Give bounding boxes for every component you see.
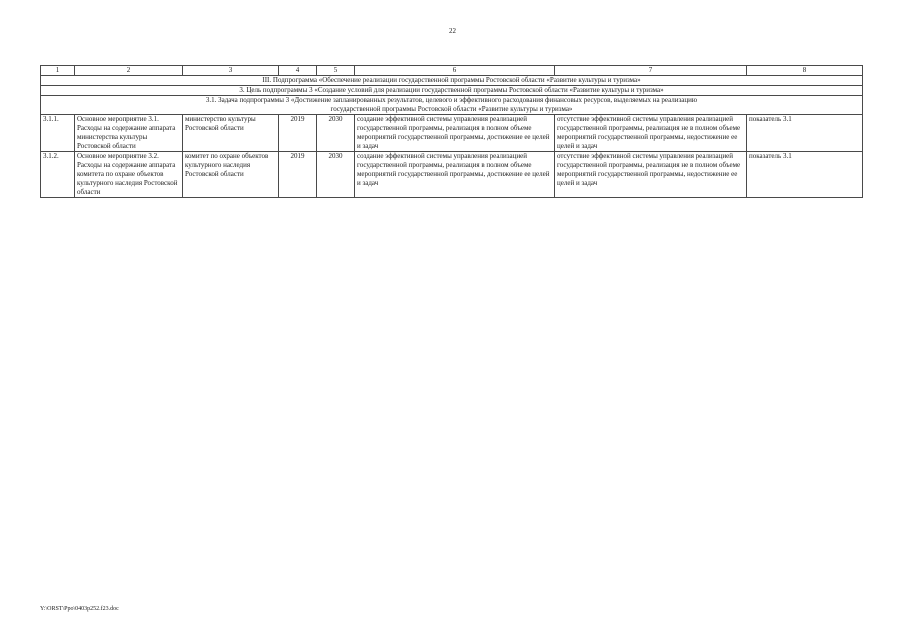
column-header: 5 — [317, 66, 355, 76]
column-header: 7 — [555, 66, 747, 76]
activity-name: Основное мероприятие 3.2. Расходы на содержание аппарата комитета по охране объектов культурного наследия Ростовской области — [75, 152, 183, 198]
goal-title: 3. Цель подпрограммы 3 «Создание условий для реализации государственной программы Ростовской области «Развитие культуры и туризма» — [41, 86, 863, 96]
column-number-row — [41, 66, 863, 76]
task-row — [41, 96, 863, 115]
indicator: показатель 3.1 — [747, 152, 863, 198]
indicator: показатель 3.1 — [747, 115, 863, 152]
consequence: отсутствие эффективной системы управления реализацией государственной программы, реализация не в полном объеме мероприятий государственной программы, недостижение ее целей и задач — [555, 152, 747, 198]
end-year: 2030 — [317, 152, 355, 198]
row-number: 3.1.1. — [41, 115, 75, 152]
goal-row — [41, 86, 863, 96]
footer-file-path: Y:\ORST\Ppo\0403p252.f23.doc — [40, 606, 119, 612]
column-header: 8 — [747, 66, 863, 76]
expected-result: создание эффективной системы управления реализацией государственной программы, реализация в полном объеме мероприятий государственной программы, достижение ее целей и задач — [355, 115, 555, 152]
subprogram-title: III. Подпрограмма «Обеспечение реализации государственной программы Ростовской области «Развитие культуры и туризма» — [41, 76, 863, 86]
column-header: 6 — [355, 66, 555, 76]
activity-name: Основное мероприятие 3.1. Расходы на содержание аппарата министерства культуры Ростовской области — [75, 115, 183, 152]
page-number: 22 — [449, 27, 456, 35]
expected-result: создание эффективной системы управления реализацией государственной программы, реализация в полном объеме мероприятий государственной программы, достижение ее целей и задач — [355, 152, 555, 198]
start-year: 2019 — [279, 152, 317, 198]
end-year: 2030 — [317, 115, 355, 152]
start-year: 2019 — [279, 115, 317, 152]
row-number: 3.1.2. — [41, 152, 75, 198]
consequence: отсутствие эффективной системы управления реализацией государственной программы, реализация не в полном объеме мероприятий государственной программы, недостижение ее целей и задач — [555, 115, 747, 152]
column-header: 2 — [75, 66, 183, 76]
executor: министерство культуры Ростовской области — [183, 115, 279, 152]
activities-table — [40, 65, 863, 198]
executor: комитет по охране объектов культурного наследия Ростовской области — [183, 152, 279, 198]
column-header: 3 — [183, 66, 279, 76]
column-header: 4 — [279, 66, 317, 76]
subprogram-row — [41, 76, 863, 86]
task-title: 3.1. Задача подпрограммы 3 «Достижение запланированных результатов, целевого и эффективного расходования финансовых ресурсов, выделяемых на реализацию государственной программы Ростовской области «Развитие культуры и туризма» — [41, 96, 863, 115]
table-row — [41, 115, 863, 152]
table-row — [41, 152, 863, 198]
column-header: 1 — [41, 66, 75, 76]
